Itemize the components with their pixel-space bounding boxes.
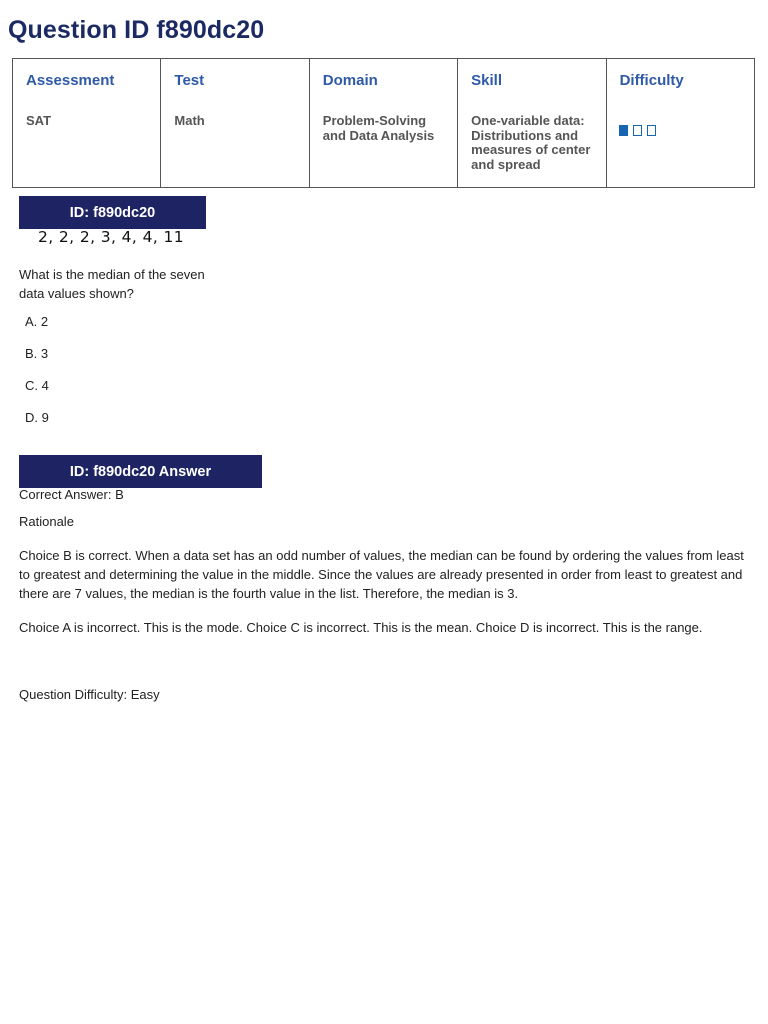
question-difficulty: Question Difficulty: Easy bbox=[19, 687, 160, 702]
choice-a: A. 2 bbox=[25, 314, 49, 329]
difficulty-box-empty bbox=[647, 125, 656, 136]
question-id-banner: ID: f890dc20 bbox=[19, 196, 206, 229]
answer-id-banner: ID: f890dc20 Answer bbox=[19, 455, 262, 488]
test-cell bbox=[161, 59, 309, 188]
answer-choices bbox=[25, 312, 49, 440]
difficulty-indicator bbox=[619, 125, 656, 136]
data-values-list: 2, 2, 2, 3, 4, 4, 11 bbox=[38, 228, 185, 246]
question-meta-table bbox=[12, 58, 755, 188]
incorrect-choices-explanation: Choice A is incorrect. This is the mode. Choice C is incorrect. This is the mean. Choice D is incorrect. This is the range. bbox=[19, 620, 703, 635]
difficulty-header: Difficulty bbox=[619, 72, 684, 89]
rationale-label: Rationale bbox=[19, 514, 74, 529]
correct-answer: Correct Answer: B bbox=[19, 487, 124, 502]
difficulty-box-empty bbox=[633, 125, 642, 136]
skill-header: Skill bbox=[471, 72, 503, 89]
skill-value: One-variable data: Distributions and measures of center and spread bbox=[471, 113, 591, 172]
choice-c: C. 4 bbox=[25, 378, 49, 393]
domain-value: Problem-Solving and Data Analysis bbox=[322, 113, 435, 143]
test-value: Math bbox=[174, 113, 205, 128]
assessment-cell bbox=[13, 59, 161, 188]
skill-cell bbox=[458, 59, 606, 188]
choice-b: B. 3 bbox=[25, 346, 49, 361]
domain-header: Domain bbox=[322, 72, 378, 89]
page-title: Question ID f890dc20 bbox=[8, 16, 265, 44]
rationale-explanation: Choice B is correct. When a data set has an odd number of values, the median can be found by ordering the values from least to greatest and determining the value in the middle. Since the values are already presented in order from least to greatest and there are 7 values, the median is the fourth value in the list. Therefore, the median is 3. bbox=[19, 548, 744, 601]
test-header: Test bbox=[174, 72, 205, 89]
assessment-value: SAT bbox=[26, 113, 52, 128]
difficulty-box-filled bbox=[619, 125, 628, 136]
question-prompt: What is the median of the seven data values shown? bbox=[19, 267, 205, 301]
assessment-header: Assessment bbox=[26, 72, 115, 89]
domain-cell bbox=[309, 59, 457, 188]
choice-d: D. 9 bbox=[25, 410, 49, 425]
difficulty-cell bbox=[606, 59, 754, 188]
